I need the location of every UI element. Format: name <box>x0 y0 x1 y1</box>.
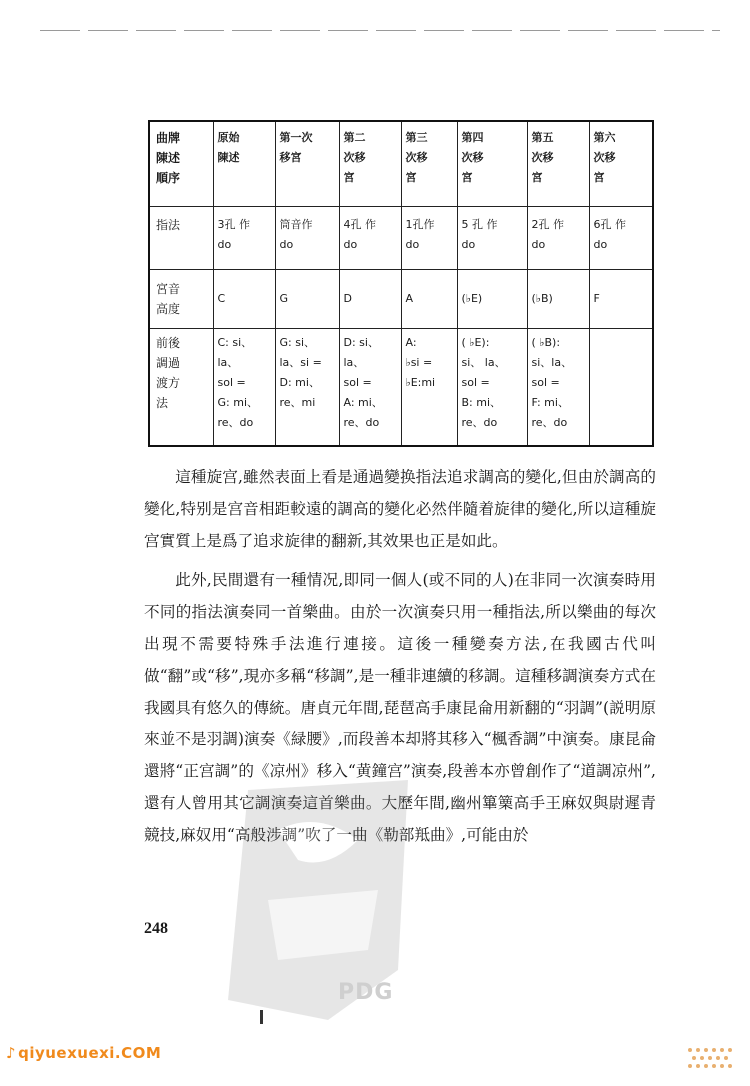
cell-text-line: do <box>279 238 294 251</box>
cell-text-line: do <box>531 238 546 251</box>
transposition-table-container <box>148 120 652 430</box>
cell-text-line: G: si、 <box>279 336 316 349</box>
cell-text-line: ♭E:mi <box>405 376 436 389</box>
site-logo[interactable] <box>6 1044 161 1062</box>
cell-text-line: 次移 <box>343 151 366 164</box>
table-body <box>149 121 653 446</box>
cell-text-line: 曲牌 <box>156 131 181 145</box>
cell-text-line: A: <box>405 336 417 349</box>
cell-text-line: 陳述 <box>156 151 181 165</box>
table-cell <box>213 329 275 447</box>
cell-text-line: 宮 <box>593 171 605 184</box>
table-cell <box>213 121 275 207</box>
cell-text-line: 第三 <box>405 131 428 144</box>
table-cell <box>457 270 527 329</box>
cell-text-line: re、do <box>531 416 568 429</box>
cell-text-line: C: si、 <box>217 336 253 349</box>
cell-text-line: 第一次 <box>279 131 313 144</box>
cell-text-line: 次移 <box>593 151 616 164</box>
cell-text-line: 前後 <box>156 336 181 350</box>
cell-text-line: re、do <box>217 416 254 429</box>
table-cell <box>527 329 589 447</box>
cell-text-line: si、 la、 <box>461 356 506 369</box>
cell-text-line: ( ♭E): <box>461 336 490 349</box>
cell-text-line: F <box>593 292 600 305</box>
table-cell <box>589 207 653 270</box>
cell-text-line: 第五 <box>531 131 554 144</box>
cell-text-line: sol = <box>461 376 490 389</box>
cell-text-line: re、mi <box>279 396 316 409</box>
cell-text-line: 指法 <box>156 218 181 232</box>
row-header-cell <box>149 121 213 207</box>
table-cell <box>213 270 275 329</box>
table-cell <box>275 121 339 207</box>
cell-text-line: 3孔 作 <box>217 218 250 231</box>
cell-text-line: 6孔 作 <box>593 218 626 231</box>
body-text <box>144 462 656 852</box>
table-cell <box>457 329 527 447</box>
watermark-pdg: PDG <box>338 980 394 1005</box>
paragraph-1: 這種旋宫,雖然表面上看是通過變换指法追求調高的變化,但由於調高的變化,特别是宫音相距較遠的調高的變化必然伴隨着旋律的變化,所以這種旋宫實質上是爲了追求旋律的翻新,其效果也正是如此。 <box>144 468 656 550</box>
cell-text-line: re、do <box>343 416 380 429</box>
table-cell <box>401 207 457 270</box>
cell-text-line: (♭E) <box>461 292 483 305</box>
row-header-cell <box>149 207 213 270</box>
cell-text-line: F: mi、 <box>531 396 569 409</box>
row-header-cell <box>149 329 213 447</box>
cell-text-line: 宮 <box>405 171 417 184</box>
cell-text-line: 移宮 <box>279 151 302 164</box>
table-cell <box>213 207 275 270</box>
cell-text-line: 高度 <box>156 302 181 316</box>
table-cell <box>589 329 653 447</box>
cell-text-line: 原始 <box>217 131 240 144</box>
cell-text-line: A: mi、 <box>343 396 383 409</box>
paragraph-2: 此外,民間還有一種情况,即同一個人(或不同的人)在非同一次演奏時用不同的指法演奏同一首樂曲。由於一次演奏只用一種指法,所以樂曲的每次出現不需要特殊手法進行連接。這後一種變奏方法,在我國古代叫做“翻”或“移”,現亦多稱“移調”,是一種非連續的移調。這種移調演奏方式在我國具有悠久的傳統。唐貞元年間,琵琶高手康昆侖用新翻的“羽調”(説明原來並不是羽調)演奏《緑腰》,而段善本却將其移入“楓香調”中演奏。康昆侖還將“正宫調”的《凉州》移入“黄鐘宫”演奏,段善本亦曾創作了“道調凉州”,還有人曾用其它調演奏這首樂曲。大歷年間,幽州篳篥高手王麻奴與尉遲青競技,麻奴用“高般涉調”吹了一曲《勒部羝曲》,可能由於 <box>144 571 656 844</box>
cell-text-line: 陳述 <box>217 151 240 164</box>
cell-text-line: sol = <box>343 376 372 389</box>
table-row <box>149 329 653 447</box>
table-cell <box>401 121 457 207</box>
cell-text-line: G <box>279 292 289 305</box>
table-cell <box>527 121 589 207</box>
music-note-icon: ♪ <box>6 1044 17 1062</box>
cell-text-line: 順序 <box>156 171 181 185</box>
page-number: 248 <box>144 920 168 937</box>
cell-text-line: A <box>405 292 414 305</box>
cell-text-line: 第四 <box>461 131 484 144</box>
site-logo-text: qiyuexuexi.COM <box>18 1044 162 1062</box>
cell-text-line: do <box>405 238 420 251</box>
scan-artifact-mark <box>260 1010 263 1024</box>
cell-text-line: re、do <box>461 416 498 429</box>
cell-text-line: 5 孔 作 <box>461 218 498 231</box>
cell-text-line: 2孔 作 <box>531 218 564 231</box>
table-cell <box>275 270 339 329</box>
table-cell <box>339 207 401 270</box>
cell-text-line: 第二 <box>343 131 366 144</box>
table-cell <box>275 329 339 447</box>
table-cell <box>339 329 401 447</box>
cell-text-line: do <box>217 238 232 251</box>
cell-text-line: 宮 <box>461 171 473 184</box>
cell-text-line: 次移 <box>461 151 484 164</box>
table-cell <box>339 121 401 207</box>
table-cell <box>275 207 339 270</box>
table-cell <box>589 121 653 207</box>
row-header-cell <box>149 270 213 329</box>
cell-text-line: ( ♭B): <box>531 336 561 349</box>
corner-pattern-icon <box>686 1046 736 1070</box>
cell-text-line: ♭si = <box>405 356 433 369</box>
cell-text-line: la、 <box>343 356 365 369</box>
header-rule <box>40 30 720 31</box>
cell-text-line: 第六 <box>593 131 616 144</box>
cell-text-line: D <box>343 292 352 305</box>
cell-text-line: 調過 <box>156 356 181 370</box>
cell-text-line: 法 <box>156 396 169 410</box>
cell-text-line: D: mi、 <box>279 376 320 389</box>
table-cell <box>339 270 401 329</box>
cell-text-line: 宮 <box>531 171 543 184</box>
cell-text-line: si、la、 <box>531 356 573 369</box>
cell-text-line: G: mi、 <box>217 396 258 409</box>
cell-text-line: 次移 <box>531 151 554 164</box>
cell-text-line: do <box>343 238 358 251</box>
table-row <box>149 207 653 270</box>
table-row <box>149 270 653 329</box>
cell-text-line: 渡方 <box>156 376 181 390</box>
cell-text-line: do <box>593 238 608 251</box>
cell-text-line: 宮音 <box>156 282 181 296</box>
transposition-table <box>148 120 654 447</box>
cell-text-line: la、 <box>217 356 239 369</box>
cell-text-line: 次移 <box>405 151 428 164</box>
cell-text-line: 1孔作 <box>405 218 435 231</box>
table-cell <box>457 121 527 207</box>
cell-text-line: do <box>461 238 476 251</box>
cell-text-line: (♭B) <box>531 292 553 305</box>
table-cell <box>401 329 457 447</box>
table-cell <box>527 207 589 270</box>
cell-text-line: sol = <box>217 376 246 389</box>
cell-text-line: D: si、 <box>343 336 379 349</box>
cell-text-line: sol = <box>531 376 560 389</box>
table-row <box>149 121 653 207</box>
cell-text-line: C <box>217 292 226 305</box>
cell-text-line: 宮 <box>343 171 355 184</box>
cell-text-line: 4孔 作 <box>343 218 376 231</box>
cell-text-line: 筒音作 <box>279 218 313 231</box>
table-cell <box>527 270 589 329</box>
cell-text-line: B: mi、 <box>461 396 502 409</box>
table-cell <box>457 207 527 270</box>
table-cell <box>401 270 457 329</box>
table-cell <box>589 270 653 329</box>
cell-text-line: la、si = <box>279 356 322 369</box>
